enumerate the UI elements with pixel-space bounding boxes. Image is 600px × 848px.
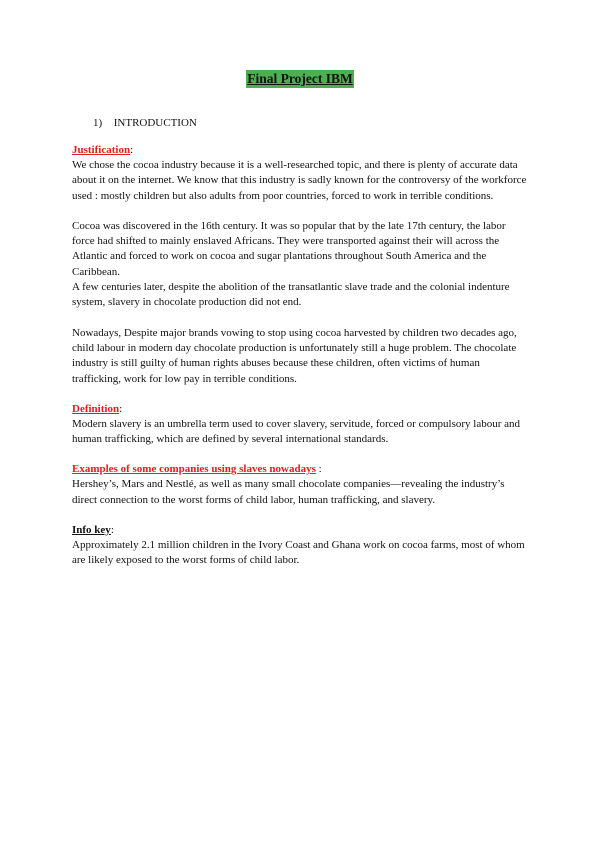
justification-key: Justification (72, 144, 131, 156)
info-key-key: Info key (72, 524, 111, 537)
justification-paragraph-2: Cocoa was discovered in the 16th century. It was so popular that by the late 17th century, the labor force had shifted to mainly enslaved Africans. They were transported against their will across the Atlantic and forced to work on cocoa and sugar plantations throughout South America and the Caribbean. (72, 219, 506, 278)
justification-label (72, 143, 528, 158)
examples-key: Examples of some companies using slaves nowadays (72, 463, 316, 476)
info-key-paragraph: Approximately 2.1 million children in the Ivory Coast and Ghana work on cocoa farms, most of whom are likely exposed to the worst forms of child labor. (72, 539, 525, 567)
definition-colon: : (119, 402, 123, 415)
document-title: Final Project IBM (247, 71, 353, 86)
justification-paragraph-4: Nowadays, Despite major brands vowing to stop using cocoa harvested by children two decades ago, child labour in modern day chocolate production is unfortunately still a huge problem. The chocolate industry is still guilty of human rights abuses because these children, often victims of human trafficking, work for low pay in terrible conditions. (72, 326, 517, 385)
section-number: 1) (93, 117, 103, 129)
examples-colon: : (315, 463, 322, 476)
definition-label (72, 402, 528, 417)
examples-label (72, 462, 528, 477)
document-page (72, 70, 528, 569)
examples-paragraph: Hershey’s, Mars and Nestlé, as well as many small chocolate companies—revealing the industry’s direct connection to the worst forms of child labor, human trafficking, and slavery. (72, 478, 505, 506)
definition-paragraph: Modern slavery is an umbrella term used to cover slavery, servitude, forced or compulsory labour and human trafficking, which are defined by several international standards. (72, 417, 521, 446)
section-title: INTRODUCTION (113, 117, 197, 129)
info-key-label (72, 523, 528, 538)
info-key-colon: : (110, 524, 114, 537)
justification-paragraph-1: We chose the cocoa industry because it is a well-researched topic, and there is plenty of accurate data about it on the internet. We know that this industry is sadly known for the controversy of the workforce used : mostly children but also adults from poor countries, forced to work in terrible conditions. (72, 159, 527, 202)
definition-key: Definition (72, 402, 120, 415)
title-block (72, 70, 528, 88)
justification-paragraph-3: A few centuries later, despite the abolition of the transatlantic slave trade and the colonial indenture system, slavery in chocolate production did not end. (72, 281, 510, 309)
section-heading-introduction (93, 116, 528, 130)
justification-colon: : (130, 144, 134, 156)
